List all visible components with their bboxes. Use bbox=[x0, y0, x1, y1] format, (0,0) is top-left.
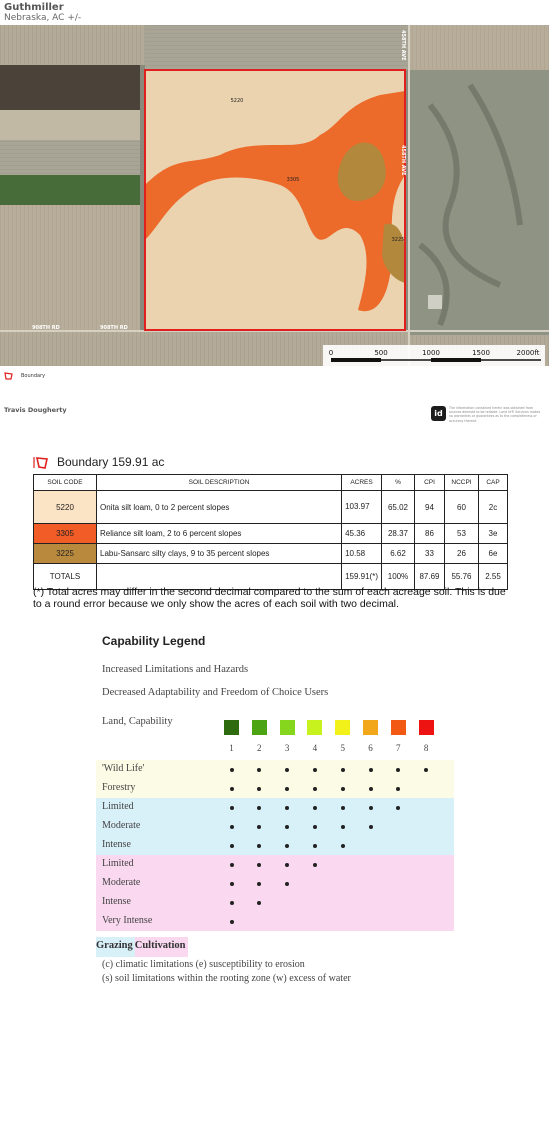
soil-description-cell: Labu-Sansarc silty clays, 9 to 35 percent slopes bbox=[97, 544, 342, 564]
cpi-cell: 94 bbox=[415, 491, 445, 524]
capability-dot bbox=[285, 806, 289, 810]
totals-percent: 100% bbox=[382, 564, 415, 590]
land-id-logo: id bbox=[431, 406, 446, 421]
boundary-key bbox=[4, 372, 45, 380]
capability-class-swatch bbox=[363, 720, 378, 735]
road-label-4: 458TH AVE bbox=[400, 145, 406, 176]
capability-dot bbox=[257, 825, 261, 829]
capability-class-number: 4 bbox=[312, 743, 318, 753]
capability-row-label: Intense bbox=[102, 839, 131, 850]
capability-dot bbox=[341, 806, 345, 810]
capability-class-swatch bbox=[307, 720, 322, 735]
field-dark bbox=[0, 65, 140, 110]
road-label-1: 908TH RD bbox=[32, 325, 60, 331]
cap-cell: 6e bbox=[479, 544, 508, 564]
nccpi-cell: 26 bbox=[445, 544, 479, 564]
capability-dot bbox=[285, 863, 289, 867]
totals-label: TOTALS bbox=[34, 564, 97, 590]
boundary-key-label: Boundary bbox=[21, 373, 46, 379]
capability-dot bbox=[230, 901, 234, 905]
capability-class-number: 3 bbox=[284, 743, 290, 753]
boundary-icon bbox=[33, 456, 49, 469]
capability-dot bbox=[396, 787, 400, 791]
capability-dot bbox=[230, 825, 234, 829]
capability-dot bbox=[230, 787, 234, 791]
capability-row-label: 'Wild Life' bbox=[102, 763, 145, 774]
capability-dot bbox=[313, 825, 317, 829]
capability-class-swatch bbox=[419, 720, 434, 735]
field-nw-top bbox=[0, 25, 145, 65]
col-cap: CAP bbox=[479, 475, 508, 491]
report-subtitle: Nebraska, AC +/- bbox=[4, 13, 82, 23]
capability-row-label: Moderate bbox=[102, 877, 141, 888]
cpi-cell: 86 bbox=[415, 524, 445, 544]
capability-dot bbox=[257, 882, 261, 886]
boundary-heading bbox=[33, 455, 164, 469]
capability-row bbox=[96, 798, 454, 817]
capability-dot bbox=[285, 825, 289, 829]
percent-cell: 65.02 bbox=[382, 491, 415, 524]
field-ne bbox=[410, 25, 549, 70]
capability-class-swatch bbox=[252, 720, 267, 735]
capability-class-swatch bbox=[335, 720, 350, 735]
capability-dot bbox=[285, 787, 289, 791]
capability-row bbox=[96, 855, 454, 874]
soil-label-5220: 5220 bbox=[230, 98, 244, 104]
capability-dot bbox=[257, 901, 261, 905]
capability-dot bbox=[369, 806, 373, 810]
scale-tick-500: 500 bbox=[374, 349, 388, 357]
capability-class-number: 7 bbox=[396, 743, 401, 753]
author-name: Travis Dougherty bbox=[4, 406, 67, 414]
capability-row-label: Moderate bbox=[102, 820, 141, 831]
capability-row bbox=[96, 760, 454, 779]
totals-acres: 159.91(*) bbox=[342, 564, 382, 590]
scale-tick-0: 0 bbox=[328, 349, 334, 357]
capability-dot bbox=[257, 768, 261, 772]
soil-table bbox=[33, 474, 508, 590]
acres-cell: 45.36 bbox=[342, 524, 382, 544]
capability-dot bbox=[369, 787, 373, 791]
table-header-row bbox=[34, 475, 508, 491]
capability-dot bbox=[369, 768, 373, 772]
acres-cell: 103.97 bbox=[342, 491, 382, 524]
boundary-icon bbox=[4, 372, 13, 380]
capability-dot bbox=[313, 863, 317, 867]
legend-footnote-1: (c) climatic limitations (e) susceptibility to erosion bbox=[102, 959, 305, 970]
soil-description-cell: Onita silt loam, 0 to 2 percent slopes bbox=[97, 491, 342, 524]
col-acres: ACRES bbox=[342, 475, 382, 491]
field-light bbox=[0, 110, 140, 140]
capability-row-label: Limited bbox=[102, 858, 134, 869]
totals-cpi: 87.69 bbox=[415, 564, 445, 590]
capability-dot bbox=[313, 787, 317, 791]
capability-class-number: 6 bbox=[368, 743, 373, 753]
capability-dot bbox=[230, 863, 234, 867]
cap-cell: 3e bbox=[479, 524, 508, 544]
legend-line-1: Increased Limitations and Hazards bbox=[102, 664, 249, 675]
field-west bbox=[0, 140, 140, 175]
capability-dot bbox=[257, 806, 261, 810]
field-north bbox=[145, 25, 410, 70]
soil-label-3225: 3225 bbox=[391, 237, 405, 243]
totals-cap: 2.55 bbox=[479, 564, 508, 590]
capability-legend bbox=[96, 622, 454, 987]
capability-dot bbox=[341, 844, 345, 848]
capability-dot bbox=[257, 863, 261, 867]
col-percent: % bbox=[382, 475, 415, 491]
acres-cell: 10.58 bbox=[342, 544, 382, 564]
soil-description-cell: Reliance silt loam, 2 to 6 percent slopes bbox=[97, 524, 342, 544]
table-row bbox=[34, 524, 508, 544]
cultivation-label: Cultivation bbox=[135, 937, 188, 957]
capability-dot bbox=[341, 787, 345, 791]
soil-code-cell: 3305 bbox=[34, 524, 97, 544]
soil-code-cell: 5220 bbox=[34, 491, 97, 524]
capability-row-label: Very Intense bbox=[102, 915, 153, 926]
nccpi-cell: 53 bbox=[445, 524, 479, 544]
road-label-2: 908TH RD bbox=[100, 325, 128, 331]
capability-class-number: 1 bbox=[229, 743, 234, 753]
col-soil-description: SOIL DESCRIPTION bbox=[97, 475, 342, 491]
legend-footnote-2: (s) soil limitations within the rooting zone (w) excess of water bbox=[102, 973, 351, 984]
col-soil-code: SOIL CODE bbox=[34, 475, 97, 491]
col-nccpi: NCCPI bbox=[445, 475, 479, 491]
capability-dot bbox=[313, 844, 317, 848]
capability-class-swatch bbox=[224, 720, 239, 735]
capability-dot bbox=[313, 768, 317, 772]
table-row bbox=[34, 491, 508, 524]
capability-row bbox=[96, 817, 454, 836]
field-east-pad bbox=[428, 295, 442, 309]
capability-dot bbox=[230, 920, 234, 924]
capability-dot bbox=[285, 882, 289, 886]
capability-dot bbox=[341, 825, 345, 829]
field-green bbox=[0, 175, 140, 205]
totals-nccpi: 55.76 bbox=[445, 564, 479, 590]
field-sw bbox=[0, 205, 140, 330]
soil-code-cell: 3225 bbox=[34, 544, 97, 564]
capability-row bbox=[96, 779, 454, 798]
scale-tick-1500: 1500 bbox=[472, 349, 490, 357]
capability-row-label: Intense bbox=[102, 896, 131, 907]
capability-class-number: 2 bbox=[257, 743, 262, 753]
cap-cell: 2c bbox=[479, 491, 508, 524]
capability-dot bbox=[396, 806, 400, 810]
capability-dot bbox=[285, 768, 289, 772]
col-cpi: CPI bbox=[415, 475, 445, 491]
capability-dot bbox=[230, 882, 234, 886]
capability-dot bbox=[230, 844, 234, 848]
land-capability-label: Land, Capability bbox=[102, 716, 173, 727]
scale-tick-2000: 2000ft bbox=[516, 349, 540, 357]
capability-dot bbox=[257, 787, 261, 791]
capability-dot bbox=[313, 806, 317, 810]
road-label-3: 458TH AVE bbox=[400, 30, 406, 61]
capability-class-number: 8 bbox=[423, 743, 429, 753]
capability-dot bbox=[230, 768, 234, 772]
acres-rounding-note: (*) Total acres may differ in the second decimal compared to the sum of each acreage soil. This is due to a round error because we only show the acres of each soil with two decimal. bbox=[33, 586, 506, 610]
soil-label-3305: 3305 bbox=[286, 177, 300, 183]
capability-dot bbox=[396, 768, 400, 772]
legend-line-2: Decreased Adaptability and Freedom of Choice Users bbox=[102, 687, 329, 698]
percent-cell: 28.37 bbox=[382, 524, 415, 544]
capability-row-label: Limited bbox=[102, 801, 134, 812]
grazing-label: Grazing bbox=[96, 937, 135, 957]
capability-dot bbox=[230, 806, 234, 810]
capability-dot bbox=[424, 768, 428, 772]
capability-class-number: 5 bbox=[340, 743, 345, 753]
nccpi-cell: 60 bbox=[445, 491, 479, 524]
capability-row bbox=[96, 874, 454, 893]
capability-class-swatch bbox=[280, 720, 295, 735]
capability-row bbox=[96, 912, 454, 931]
disclaimer-text: The information contained herein was obtained from sources deemed to be reliable. Land Id® Services makes no warranties or guarantees as to the completeness or accuracy thereof. bbox=[449, 406, 541, 423]
capability-class-swatch bbox=[391, 720, 406, 735]
capability-dot bbox=[341, 768, 345, 772]
cpi-cell: 33 bbox=[415, 544, 445, 564]
scale-tick-1000: 1000 bbox=[422, 349, 440, 357]
capability-dot bbox=[369, 825, 373, 829]
legend-title: Capability Legend bbox=[102, 634, 206, 648]
capability-dot bbox=[285, 844, 289, 848]
table-row bbox=[34, 544, 508, 564]
capability-row-label: Forestry bbox=[102, 782, 136, 793]
report-title: Guthmiller bbox=[4, 2, 64, 13]
capability-dot bbox=[257, 844, 261, 848]
boundary-heading-text: Boundary 159.91 ac bbox=[57, 455, 165, 469]
soil-map[interactable] bbox=[0, 25, 549, 366]
grazing-cultivation-key bbox=[96, 937, 188, 957]
percent-cell: 6.62 bbox=[382, 544, 415, 564]
capability-row bbox=[96, 836, 454, 855]
capability-row bbox=[96, 893, 454, 912]
